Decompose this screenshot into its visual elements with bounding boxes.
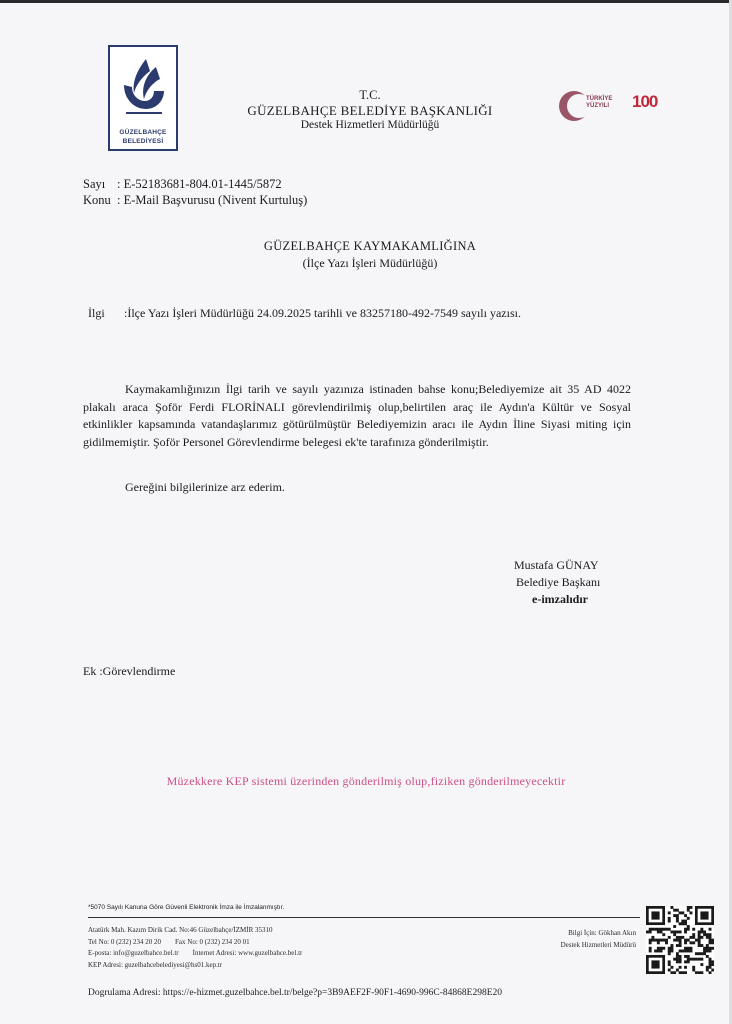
letterhead xyxy=(200,88,540,133)
century-text xyxy=(586,96,612,110)
ilgi-text: :İlçe Yazı İşleri Müdürlüğü 24.09.2025 tarihli ve 83257180-492-7549 sayılı yazısı. xyxy=(124,306,521,320)
century-crescent-icon xyxy=(558,86,588,126)
konu-label: Konu xyxy=(83,193,111,207)
sayi-label: Sayı xyxy=(83,177,106,191)
letterhead-department: Destek Hizmetleri Müdürlüğü xyxy=(300,119,440,131)
konu-value: : E-Mail Başvurusu (Nivent Kurtuluş) xyxy=(117,193,308,207)
logo-text-line1: GÜZELBAHÇE xyxy=(119,129,167,136)
body-paragraph xyxy=(83,381,631,451)
footer-address-block xyxy=(88,925,302,971)
footer-address: Atatürk Mah. Kazım Dirik Cad. No:46 Güzelbahçe/İZMİR 35310 xyxy=(88,926,273,934)
sayi-value: : E-52183681-804.01-1445/5872 xyxy=(117,177,282,191)
century-text-line2: YÜZYILI xyxy=(586,103,610,109)
closing-sentence: Gereğini bilgilerinize arz ederim. xyxy=(125,480,285,494)
letterhead-tc: T.C. xyxy=(359,88,381,102)
body-text: Kaymakamlığınızın İlgi tarih ve sayılı yazınıza istinaden bahse konu;Belediyemize ait 35 AD 4022 plakalı araca Şoför Ferdi FLORİNALI görevlendirilmiş olup,belirtilen araç ile Aydın'a Kültür ve Sosyal etkinlikler kapsamında vatandaşlarımız götürülmüştür Belediyemizin aracı ile Aydın İline Siyasi miting için gidilmemiştir. Şoför Personel Görevlendirme belegesi ek'te tarafınıza gönderilmiştir. xyxy=(83,382,631,449)
letterhead-institution: GÜZELBAHÇE BELEDİYE BAŞKANLIĞI xyxy=(247,103,493,118)
kep-note: Müzekkere KEP sistemi üzerinden gönderilmiş olup,fiziken gönderilmeyecektir xyxy=(166,774,566,788)
footer-email[interactable]: E-posta: info@guzelbahce.bel.tr xyxy=(88,949,179,957)
info-line1: Bilgi İçin: Gökhan Akın xyxy=(568,929,636,937)
ilgi-label: İlgi xyxy=(88,306,105,320)
footer-tel: Tel No: 0 (232) 234 20 20 xyxy=(88,937,162,946)
signature-block xyxy=(514,557,600,608)
reference-line xyxy=(88,306,521,321)
recipient xyxy=(200,238,540,272)
legal-note: *5070 Sayılı Kanuna Göre Güvenli Elektronik İmza ile İmzalanmıştır. xyxy=(88,904,285,911)
signer-title: Belediye Başkanı xyxy=(516,575,601,589)
sayi-row xyxy=(83,176,307,192)
footer-phone-row xyxy=(88,937,302,949)
century-100-mark: 100 xyxy=(632,92,658,111)
konu-row xyxy=(83,192,307,208)
attachment-line: Ek :Görevlendirme xyxy=(83,664,176,678)
footer-contact-row xyxy=(88,948,302,960)
footer-divider xyxy=(88,917,640,918)
logo-emblem-icon xyxy=(116,55,170,121)
document-meta xyxy=(83,176,307,208)
footer-kep[interactable]: KEP Adresi: guzelbahcebelediyesi@hs01.kep.tr xyxy=(88,960,223,969)
qr-code-icon xyxy=(646,906,714,974)
municipality-logo xyxy=(108,45,178,151)
footer-contact-person xyxy=(520,927,636,951)
signer-name: Mustafa GÜNAY xyxy=(514,558,599,572)
century-text-line1: TÜRKİYE xyxy=(586,96,613,102)
verification-url[interactable]: Dogrulama Adresi: https://e-hizmet.guzelbahce.bel.tr/belge?p=3B9AEF2F-90F1-4690-996C-84868E298E20 xyxy=(88,988,503,998)
recipient-line1: GÜZELBAHÇE KAYMAKAMLIĞINA xyxy=(263,239,477,253)
info-line2: Destek Hizmetleri Müdürü xyxy=(560,941,636,949)
scan-edge-top xyxy=(0,0,732,3)
logo-text-line2: BELEDİYESİ xyxy=(122,138,164,145)
recipient-line2: (İlçe Yazı İşleri Müdürlüğü) xyxy=(302,256,438,270)
footer-fax: Fax No: 0 (232) 234 20 01 xyxy=(175,937,250,946)
footer-web[interactable]: İnternet Adresi: www.guzelbahce.bel.tr xyxy=(192,949,303,957)
e-signature-note: e-imzalıdır xyxy=(532,592,588,606)
turkiye-yuzyili-logo xyxy=(556,86,686,130)
